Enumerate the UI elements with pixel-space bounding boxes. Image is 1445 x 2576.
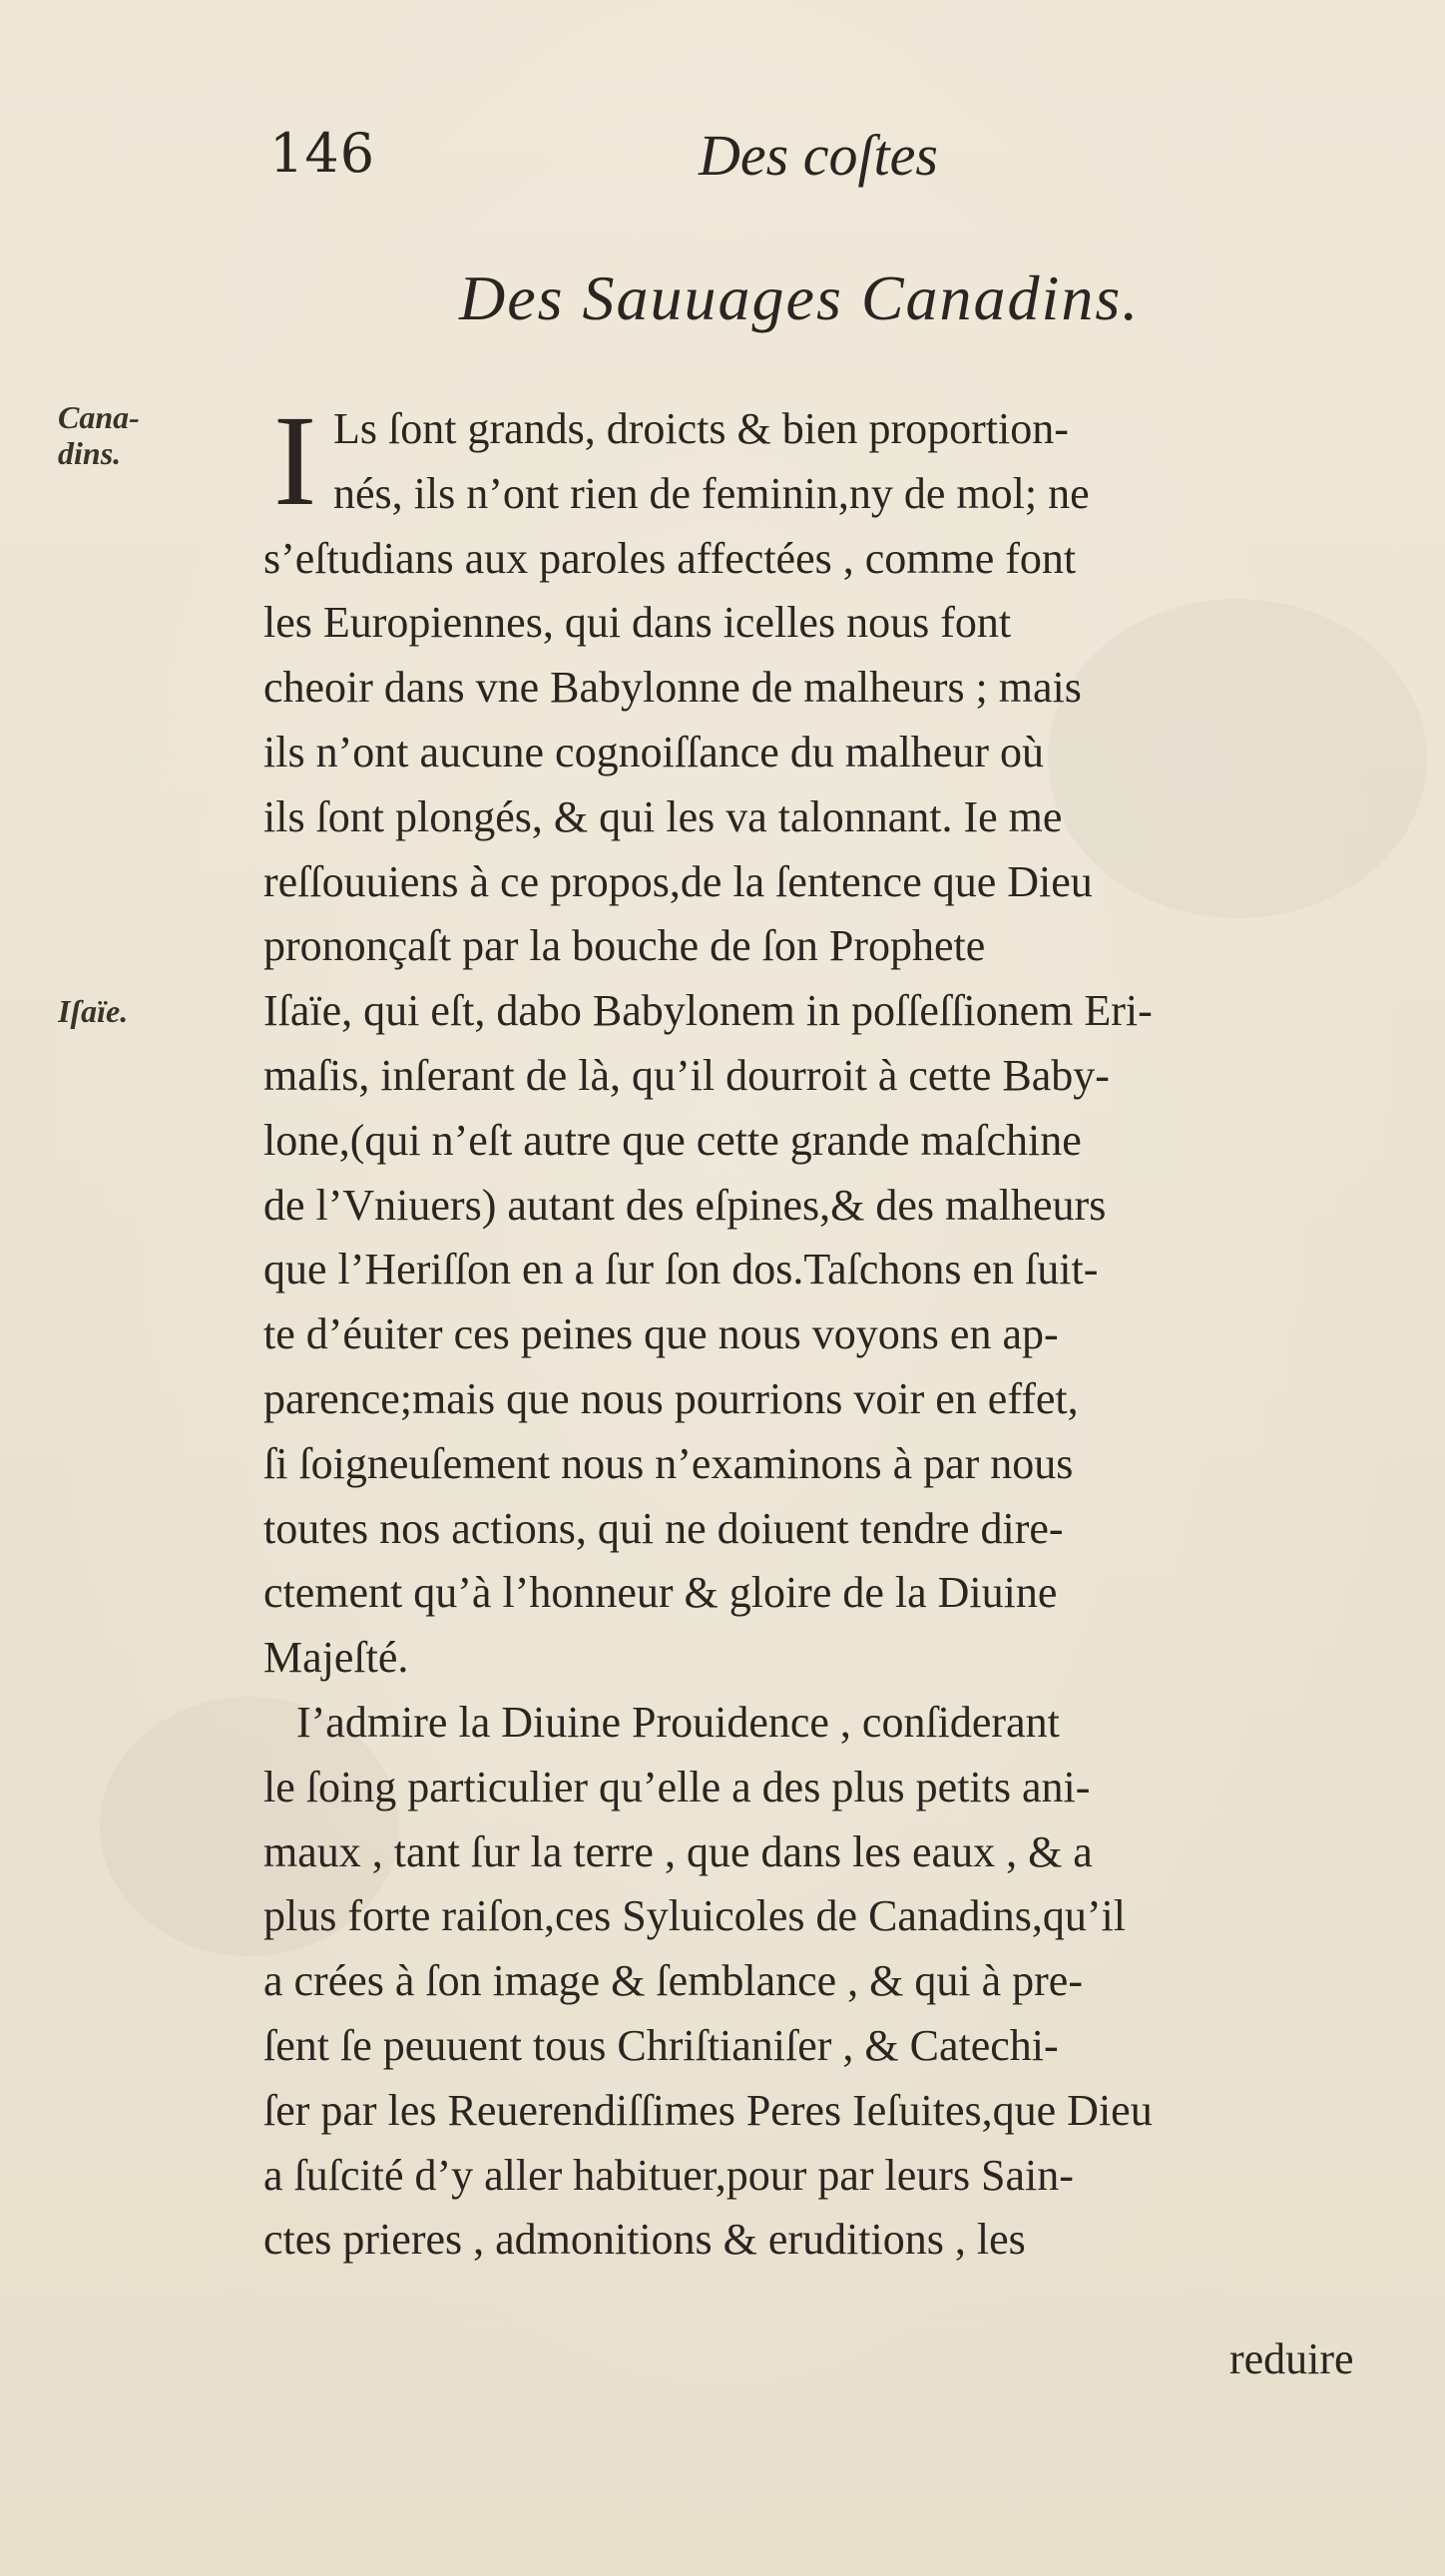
text-line-content: Ls ſont grands, droicts & bien proportion- — [333, 404, 1069, 453]
text-line: lone,(qui n’eſt autre que cette grande maſchine — [263, 1115, 1082, 1165]
text-line: prononçaſt par la bouche de ſon Prophete — [263, 921, 986, 971]
text-line: ils ſont plongés, & qui les va talonnant. Ie me — [263, 791, 1063, 841]
text-line: cheoir dans vne Babylonne de malheurs ; mais — [263, 663, 1082, 713]
text-line: parence;mais que nous pourrions voir en effet, — [263, 1373, 1079, 1423]
margin-note-isaie — [58, 993, 188, 1029]
margin-note-text: Cana- dins. — [58, 399, 140, 471]
margin-note-text: Iſaïe. — [58, 993, 129, 1029]
chapter-title: Des Sauuages Canadins. — [459, 262, 1141, 333]
text-line: te d’éuiter ces peines que nous voyons en ap- — [263, 1309, 1059, 1359]
running-head — [269, 122, 1028, 192]
text-line: a crées à ſon image & ſemblance , & qui à pre- — [263, 1956, 1083, 2006]
text-line: maux , tant ſur la terre , que dans les eaux , & a — [263, 1826, 1093, 1876]
text-line: le ſoing particulier qu’elle a des plus petits ani- — [263, 1762, 1091, 1811]
text-line: ils n’ont aucune cognoiſſance du malheur où — [263, 727, 1044, 776]
text-line: a ſuſcité d’y aller habituer,pour par leurs Sain- — [263, 2150, 1074, 2200]
text-line: Iſaïe, qui eſt, dabo Babylonem in poſſeſſionem Eri- — [263, 986, 1153, 1036]
text-line: ctement qu’à l’honneur & gloire de la Diuine — [263, 1568, 1058, 1618]
text-line: que l’Heriſſon en a ſur ſon dos.Taſchons en ſuit- — [263, 1245, 1099, 1294]
text-line: ſent ſe peuuent tous Chriſtianiſer , & Catechi- — [263, 2020, 1059, 2070]
drop-cap: I — [273, 389, 317, 533]
running-title: Des coſtes — [699, 123, 938, 188]
catchword: reduire — [1229, 2334, 1354, 2383]
text-line: Majeſté. — [263, 1633, 409, 1683]
text-line: ſi ſoigneuſement nous n’examinons à par nous — [263, 1438, 1074, 1488]
text-line: ſer par les Reuerendiſſimes Peres Ieſuites,que Dieu — [263, 2085, 1153, 2135]
text-line: toutes nos actions, qui ne doiuent tendre dire- — [263, 1503, 1064, 1553]
margin-note-canadins — [58, 399, 188, 471]
body-text — [263, 389, 1401, 2273]
text-line: s’eſtudians aux paroles affectées , comme font — [263, 533, 1077, 583]
text-line: plus forte raiſon,ces Syluicoles de Canadins,qu’il — [263, 1891, 1126, 1941]
text-line: de l’Vniuers) autant des eſpines,& des malheurs — [263, 1180, 1107, 1230]
text-line: I’admire la Diuine Prouidence , conſiderant — [263, 1697, 1060, 1747]
text-line: les Europiennes, qui dans icelles nous font — [263, 598, 1012, 648]
text-line: reſſouuiens à ce propos,de la ſentence que Dieu — [263, 856, 1093, 906]
page-number: 146 — [269, 122, 376, 185]
text-line: nés, ils n’ont rien de feminin,ny de mol; ne — [333, 468, 1090, 518]
text-line: ctes prieres , admonitions & eruditions , les — [263, 2215, 1026, 2265]
text-line: maſis, inſerant de là, qu’il dourroit à cette Baby- — [263, 1050, 1110, 1100]
